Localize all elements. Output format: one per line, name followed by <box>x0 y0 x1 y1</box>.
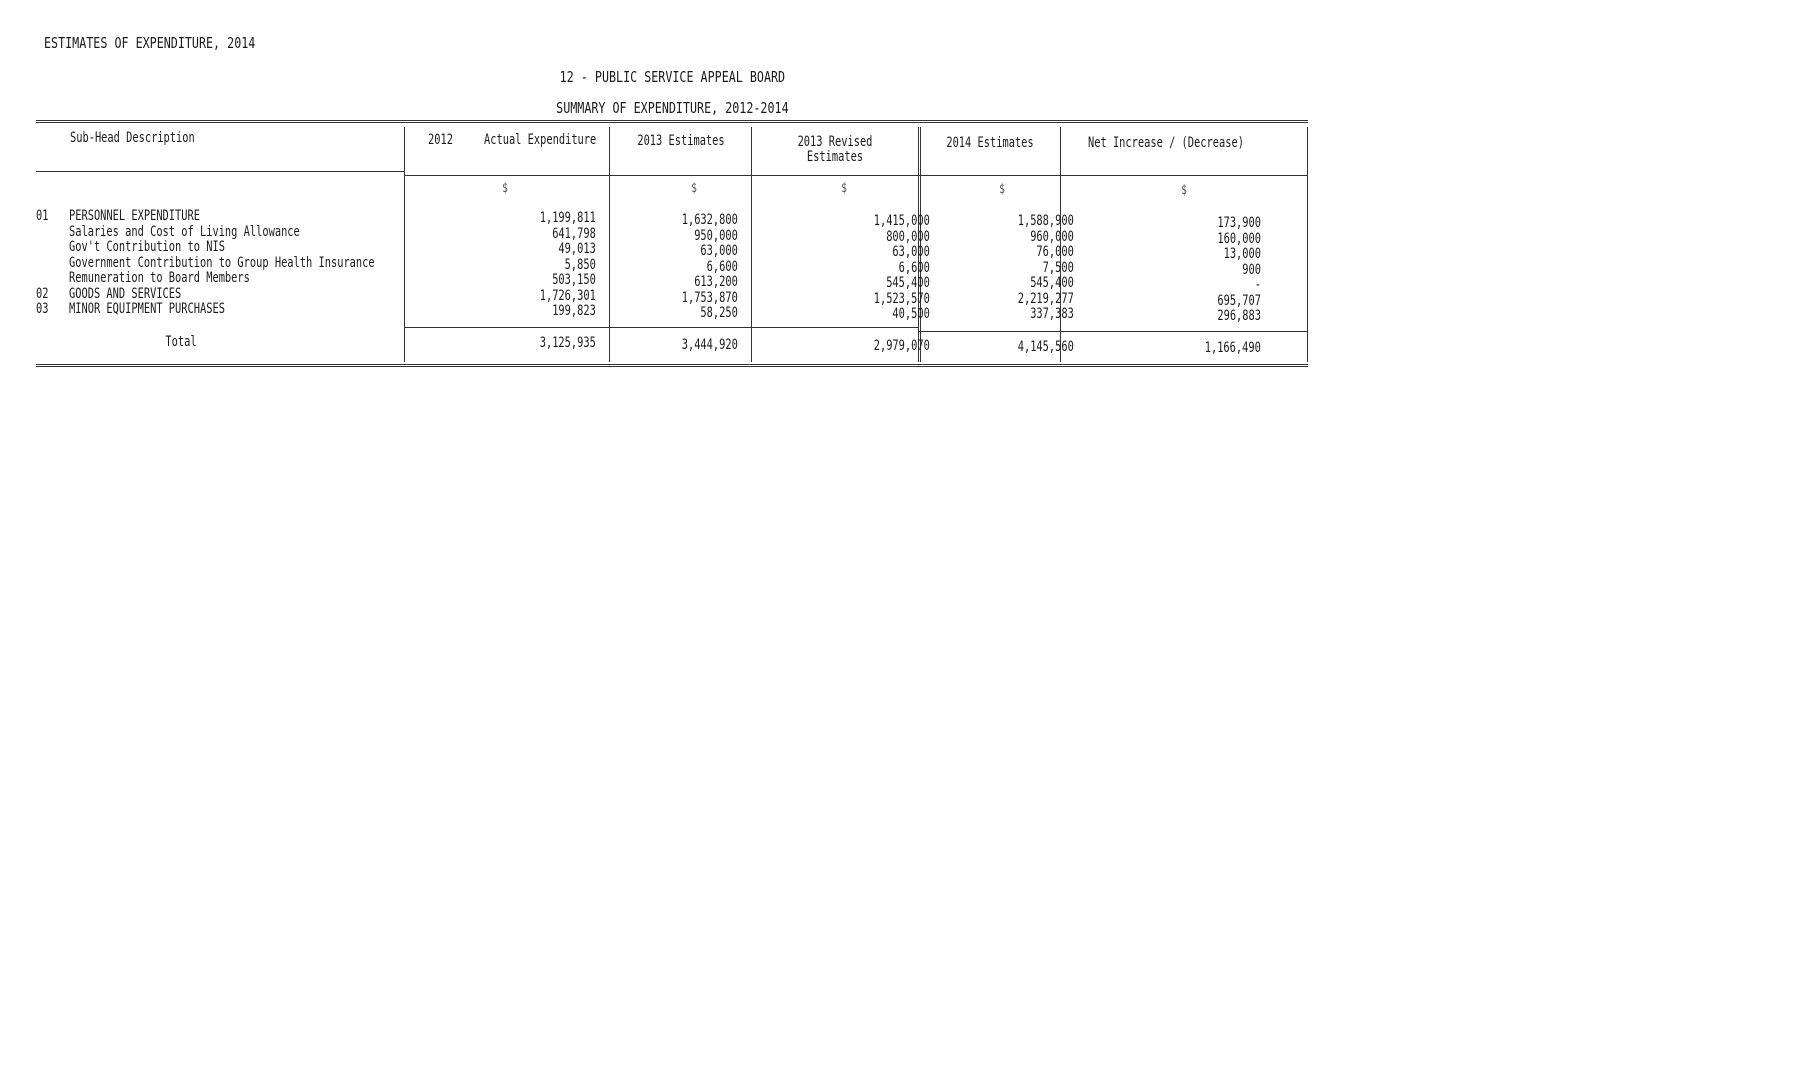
header-actual-year: 2012 <box>428 132 453 148</box>
actual-value: 1,726,301 <box>539 287 596 304</box>
row-description: MINOR EQUIPMENT PURCHASES <box>69 301 225 317</box>
net-change-value: 296,883 <box>1217 308 1261 324</box>
document-header: ESTIMATES OF EXPENDITURE, 2014 <box>44 34 256 52</box>
actual-value: 503,150 <box>552 272 596 288</box>
row-description: PERSONNEL EXPENDITURE <box>69 208 200 224</box>
est-2014-value: 960,000 <box>1030 228 1074 245</box>
total-divider <box>918 331 1308 332</box>
revised-2013-value: 545,400 <box>886 275 930 291</box>
subhead-code: 01 <box>36 208 49 224</box>
actual-expenditure-column <box>540 211 596 320</box>
est-2013-value: 1,753,870 <box>681 289 738 306</box>
est-2013-value: 613,200 <box>694 274 738 290</box>
currency-symbol: $ <box>1181 183 1187 198</box>
header-2014-estimates: 2014 Estimates <box>946 135 1034 151</box>
row-description: Government Contribution to Group Health Insurance <box>69 254 375 271</box>
actual-value: 1,199,811 <box>539 210 596 226</box>
net-change-value: 695,707 <box>1217 292 1261 309</box>
actual-value: 199,823 <box>552 303 596 319</box>
est-2014-value: 76,000 <box>1036 244 1074 260</box>
header-2013-revised: 2013 Revised <box>797 134 873 150</box>
est-2014-value: 7,500 <box>1042 259 1074 276</box>
header-2013-revised-estimates: Estimates <box>806 149 864 165</box>
total-label: Total <box>165 334 197 350</box>
row-description: GOODS AND SERVICES <box>69 285 182 302</box>
agency-title: 12 - PUBLIC SERVICE APPEAL BOARD <box>559 68 786 86</box>
currency-symbol: $ <box>691 181 697 196</box>
revised-2013-value: 1,415,000 <box>873 213 930 229</box>
header-divider <box>36 171 404 172</box>
est-2014-value: 2,219,277 <box>1017 290 1074 307</box>
subhead-descriptions <box>69 209 375 318</box>
actual-value: 641,798 <box>552 225 596 242</box>
net-change-value: 900 <box>1242 261 1261 278</box>
header-actual: Actual Expenditure <box>484 132 597 148</box>
est-2013-value: 950,000 <box>694 227 738 244</box>
net-change-column <box>1217 216 1261 325</box>
subhead-code: 03 <box>36 301 49 317</box>
column-divider <box>1307 127 1308 362</box>
total-revised-2013: 2,979,070 <box>873 338 930 354</box>
row-description: Gov't Contribution to NIS <box>69 239 225 255</box>
total-divider <box>404 327 919 328</box>
net-change-value: 160,000 <box>1217 230 1261 247</box>
header-2013-estimates: 2013 Estimates <box>637 133 725 149</box>
total-est-2014: 4,145,560 <box>1017 339 1074 355</box>
total-est-2013: 3,444,920 <box>681 337 738 353</box>
net-change-value: 173,900 <box>1217 215 1261 231</box>
revised-2013-value: 6,600 <box>898 259 930 276</box>
row-description: Salaries and Cost of Living Allowance <box>69 223 300 240</box>
currency-symbol: $ <box>502 181 508 196</box>
header-divider <box>404 175 1308 176</box>
est-2013-value: 6,600 <box>706 258 738 275</box>
net-change-value: - <box>1254 277 1261 293</box>
currency-symbol: $ <box>999 182 1005 197</box>
expenditure-summary-table <box>36 120 1308 367</box>
header-net-change: Net Increase / (Decrease) <box>1088 135 1244 151</box>
revised-2013-value: 1,523,570 <box>873 290 930 307</box>
row-description: Remuneration to Board Members <box>69 270 250 286</box>
subhead-code <box>36 240 48 256</box>
total-net-change: 1,166,490 <box>1204 340 1261 356</box>
est-2013-value: 58,250 <box>700 305 738 321</box>
est-2013-value: 1,632,800 <box>681 212 738 228</box>
subhead-code <box>36 225 48 241</box>
header-description: Sub-Head Description <box>70 130 195 146</box>
estimates-2013-column <box>682 213 738 322</box>
estimates-2014-column <box>1018 214 1074 323</box>
actual-value: 49,013 <box>558 241 596 257</box>
net-change-value: 13,000 <box>1223 246 1261 262</box>
revised-2013-value: 800,000 <box>886 228 930 245</box>
est-2014-value: 337,383 <box>1030 306 1074 322</box>
subhead-code <box>36 256 48 272</box>
revised-2013-value: 40,500 <box>892 306 930 322</box>
subhead-code: 02 <box>36 285 49 302</box>
est-2014-value: 1,588,900 <box>1017 213 1074 229</box>
summary-title: SUMMARY OF EXPENDITURE, 2012-2014 <box>556 99 789 117</box>
subhead-code <box>36 271 48 287</box>
currency-symbol: $ <box>841 181 847 196</box>
total-actual: 3,125,935 <box>539 335 596 351</box>
est-2013-value: 63,000 <box>700 243 738 259</box>
revised-2013-column <box>874 214 930 323</box>
actual-value: 5,850 <box>564 256 596 273</box>
subhead-codes <box>36 209 48 318</box>
est-2014-value: 545,400 <box>1030 275 1074 291</box>
revised-2013-value: 63,000 <box>892 244 930 260</box>
